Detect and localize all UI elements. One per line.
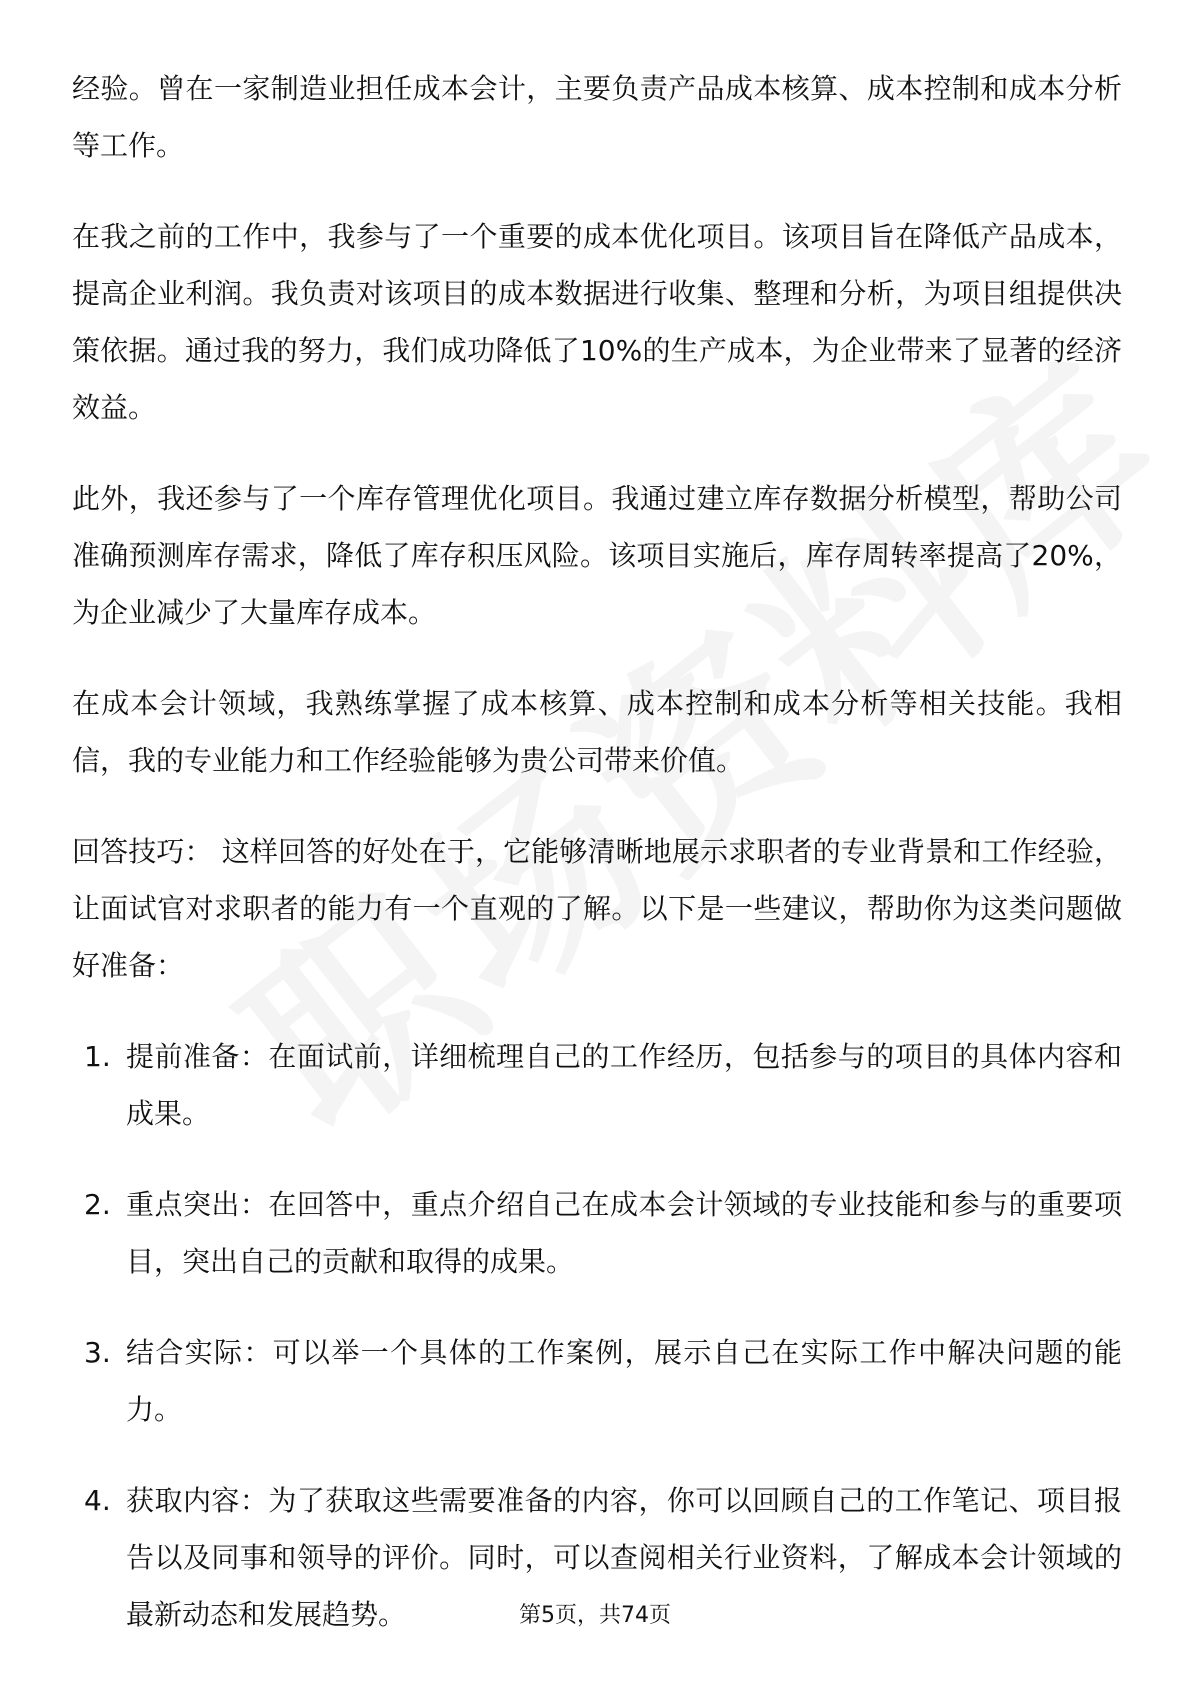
paragraph-experience: 经验。曾在一家制造业担任成本会计，主要负责产品成本核算、成本控制和成本分析等工作。	[72, 72, 1122, 162]
page-content	[72, 60, 1122, 1677]
list-number: 4.	[84, 1484, 111, 1517]
paragraph-answer-tips: 回答技巧： 这样回答的好处在于，它能够清晰地展示求职者的专业背景和工作经验，让面试官对求职者的能力有一个直观的了解。以下是一些建议，帮助你为这类问题做好准备：	[72, 835, 1122, 982]
paragraph-cost-optimization: 在我之前的工作中，我参与了一个重要的成本优化项目。该项目旨在降低产品成本，提高企业利润。我负责对该项目的成本数据进行收集、整理和分析，为项目组提供决策依据。通过我的努力，我们成功降低了10%的生产成本，为企业带来了显著的经济效益。	[72, 220, 1122, 424]
list-item-text: 提前准备：在面试前，详细梳理自己的工作经历，包括参与的项目的具体内容和成果。	[126, 1040, 1122, 1130]
paragraph-skills: 在成本会计领域，我熟练掌握了成本核算、成本控制和成本分析等相关技能。我相信，我的专业能力和工作经验能够为贵公司带来价值。	[72, 687, 1122, 777]
list-number: 2.	[84, 1188, 111, 1221]
list-item-text: 重点突出：在回答中，重点介绍自己在成本会计领域的专业技能和参与的重要项目，突出自己的贡献和取得的成果。	[126, 1188, 1122, 1278]
page-number-footer: 第5页，共74页	[519, 1603, 671, 1628]
list-item	[72, 1176, 1122, 1290]
list-item-text: 获取内容：为了获取这些需要准备的内容，你可以回顾自己的工作笔记、项目报告以及同事和领导的评价。同时，可以查阅相关行业资料，了解成本会计领域的最新动态和发展趋势。	[126, 1484, 1122, 1631]
list-number: 1.	[84, 1040, 111, 1073]
list-item	[72, 1324, 1122, 1438]
tips-list	[72, 1028, 1122, 1643]
list-item	[72, 1028, 1122, 1142]
list-number: 3.	[84, 1336, 111, 1369]
paragraph-inventory-project: 此外，我还参与了一个库存管理优化项目。我通过建立库存数据分析模型，帮助公司准确预测库存需求，降低了库存积压风险。该项目实施后，库存周转率提高了20%，为企业减少了大量库存成本。	[72, 482, 1122, 629]
list-item-text: 结合实际：可以举一个具体的工作案例，展示自己在实际工作中解决问题的能力。	[126, 1336, 1122, 1426]
